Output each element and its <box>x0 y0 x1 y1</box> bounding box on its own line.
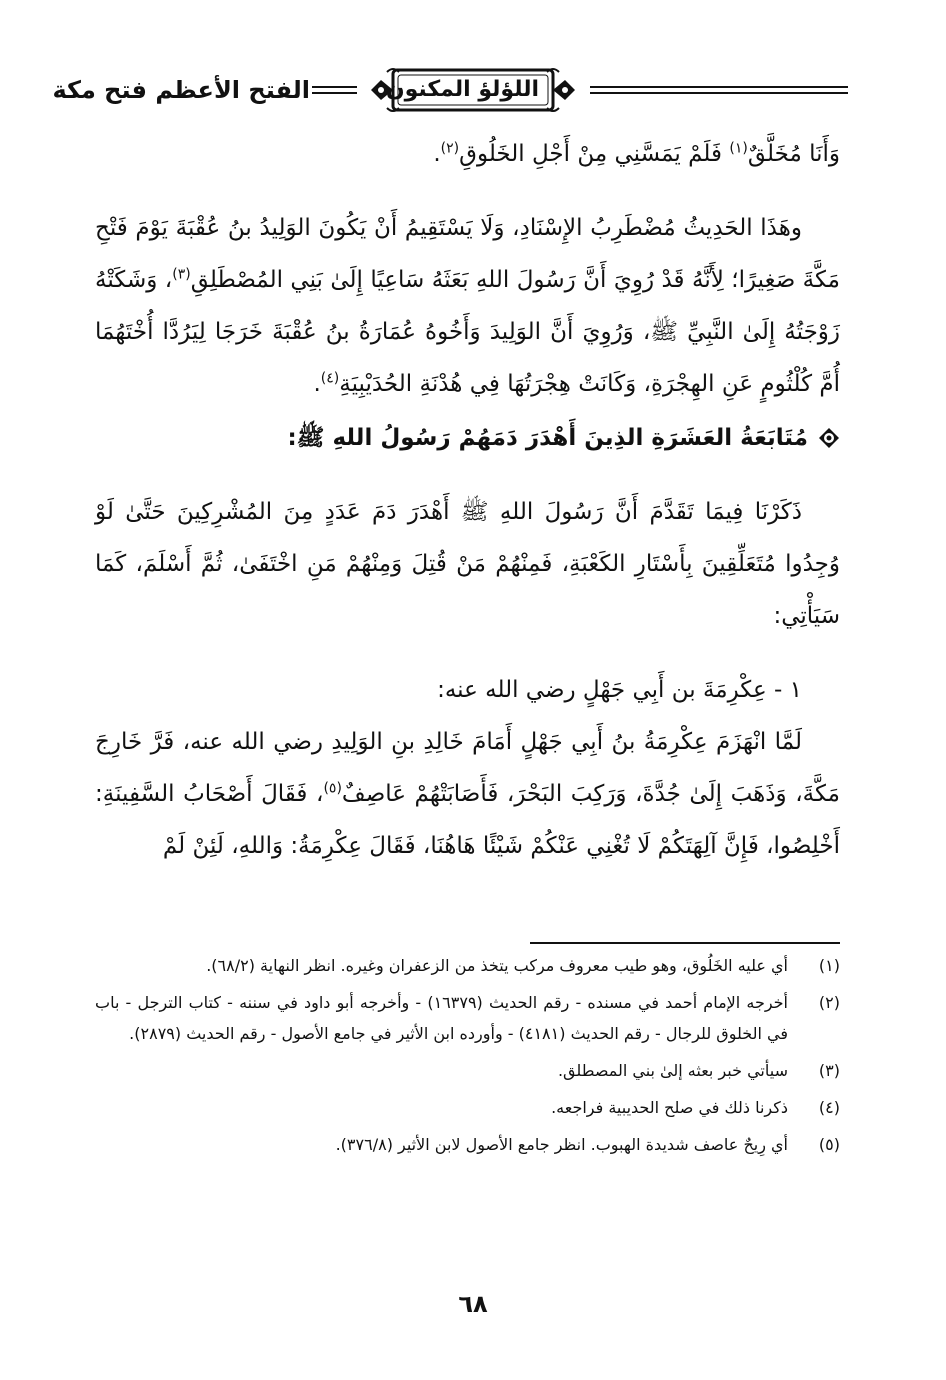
footnote-ref-4: (٤) <box>320 370 340 387</box>
header-double-rule-right <box>590 85 848 95</box>
book-title: اللؤلؤ المكنون <box>385 77 539 102</box>
flower-bullet-icon <box>818 427 840 449</box>
footnote-item <box>95 1092 840 1123</box>
footnote-ref-2: (٢) <box>440 140 460 157</box>
footnote-number: (٤) <box>818 1098 840 1117</box>
paragraph-0 <box>95 128 840 180</box>
footnote-text: سيأتي خبر بعثه إلىٰ بني المصطلق. <box>557 1061 788 1080</box>
footnote-number: (١) <box>818 956 840 975</box>
text-run: ذَكَرْنَا فِيمَا تَقَدَّمَ أَنَّ رَسُولَ اللهِ ﷺ أَهْدَرَ دَمَ عَدَدٍ مِنَ المُشْرِكِينَ حَتَّىٰ لَوْ وُجِدُوا مُتَعَلِّقِينَ بِأَسْتَارِ الكَعْبَةِ، فَمِنْهُمْ مَنْ قُتِلَ وَمِنْهُمْ مَنِ اخْتَفَىٰ، ثُمَّ أَسْلَمَ، كَمَا سَيَأْتِي: <box>95 499 840 629</box>
footnote-item <box>95 950 840 981</box>
text-run: . <box>313 371 321 397</box>
footnote-separator <box>530 942 840 944</box>
footnote-text: أخرجه الإمام أحمد في مسنده - رقم الحديث (١٦٣٧٩) - وأخرجه أبو داود في سننه - كتاب الترجل - باب في الخلوق للرجال - رقم الحديث (٤١٨١) - وأورده ابن الأثير في جامع الأصول - رقم الحديث (٢٨٧٩). <box>95 993 788 1043</box>
page-number: ٦٨ <box>458 1290 488 1318</box>
section-heading <box>95 412 840 464</box>
footnote-ref-5: (٥) <box>323 780 342 797</box>
footnote-number: (٣) <box>818 1061 840 1080</box>
section-title: مُتَابَعَةُ العَشَرَةِ الذِينَ أَهْدَرَ دَمَهُمْ رَسُولُ اللهِ ﷺ: <box>287 425 808 451</box>
paragraph-2 <box>95 486 840 642</box>
text-run: ، وَشَكَتْهُ زَوْجَتُهُ إِلَىٰ النَّبِيِّ ﷺ، وَرُوِيَ أَنَّ الوَلِيدَ وَأَخُوهُ عُمَارَةُ بنُ عُقْبَةَ خَرَجَا لِيَرُدَّا أُخْتَهُمَا أُمَّ كُلْثُومٍ عَنِ الهِجْرَةِ، وَكَانَتْ هِجْرَتُهَا فِي هُدْنَةِ الحُدَيْبِيَةِ <box>95 267 840 397</box>
footnote-text: أي عليه الخَلُوق، وهو طيب معروف مركب يتخذ من الزعفران وغيره. انظر النهاية (٦٨/٢). <box>206 956 788 975</box>
paragraph-3 <box>95 716 840 872</box>
text-run: فَلَمْ يَمَسَّنِي مِنْ أَجْلِ الخَلُوقِ <box>459 141 730 167</box>
footnote-number: (٥) <box>818 1135 840 1154</box>
text-run: . <box>433 141 441 167</box>
text-run: وَأَنَا مُخَلَّقٌ <box>747 141 840 167</box>
text-run: ، فَقَالَ أَصْحَابُ السَّفِينَةِ: أَخْلِصُوا، فَإِنَّ آلِهَتَكُمْ لَا تُغْنِي عَنْكُمْ شَيْئًا هَاهُنَا، فَقَالَ عِكْرِمَةُ: وَاللهِ، لَئِنْ لَمْ <box>95 781 840 859</box>
running-title: الفتح الأعظم فتح مكة <box>52 76 310 104</box>
footnote-text: أي رِيحٌ عاصف شديدة الهبوب. انظر جامع الأصول لابن الأثير (٣٧٦/٨). <box>335 1135 788 1154</box>
footnote-ref-3: (٣) <box>172 266 191 283</box>
footnote-text: ذكرنا ذلك في صلح الحديبية فراجعه. <box>551 1098 788 1117</box>
footnotes <box>95 950 840 1166</box>
footnote-ref-1: (١) <box>729 140 748 157</box>
footnote-item <box>95 987 840 1049</box>
footnote-item <box>95 1129 840 1160</box>
paragraph-1 <box>95 202 840 410</box>
footnote-item <box>95 1055 840 1086</box>
sub-heading-text: ١ - عِكْرِمَةَ بن أَبِي جَهْلٍ رضي الله عنه: <box>437 677 802 703</box>
text-run: وهَذَا الحَدِيثُ مُضْطَرِبُ الإِسْنَادِ، وَلَا يَسْتَقِيمُ أَنْ يَكُونَ الوَلِيدُ بنُ عُقْبَةَ يَوْمَ فَتْحِ مَكَّةَ صَغِيرًا؛ لِأَنَّهُ قَدْ رُوِيَ أَنَّ رَسُولَ اللهِ بَعَثَهُ سَاعِيًا إِلَىٰ بَنِي المُصْطَلِقِ <box>95 215 841 293</box>
header-double-rule-left <box>312 85 357 95</box>
main-text <box>95 128 840 872</box>
sub-heading <box>95 664 840 716</box>
page-header <box>52 62 840 118</box>
book-title-cartouche <box>367 66 579 114</box>
footnote-number: (٢) <box>818 993 840 1012</box>
text-run: لَمَّا انْهَزَمَ عِكْرِمَةُ بنُ أَبِي جَهْلٍ أَمَامَ خَالِدِ بنِ الوَلِيدِ رضي الله عنه، فَرَّ خَارِجَ مَكَّةَ، وَذَهَبَ إِلَىٰ جُدَّةَ، وَرَكِبَ البَحْرَ، فَأَصَابَتْهُمْ عَاصِفٌ <box>95 729 840 807</box>
